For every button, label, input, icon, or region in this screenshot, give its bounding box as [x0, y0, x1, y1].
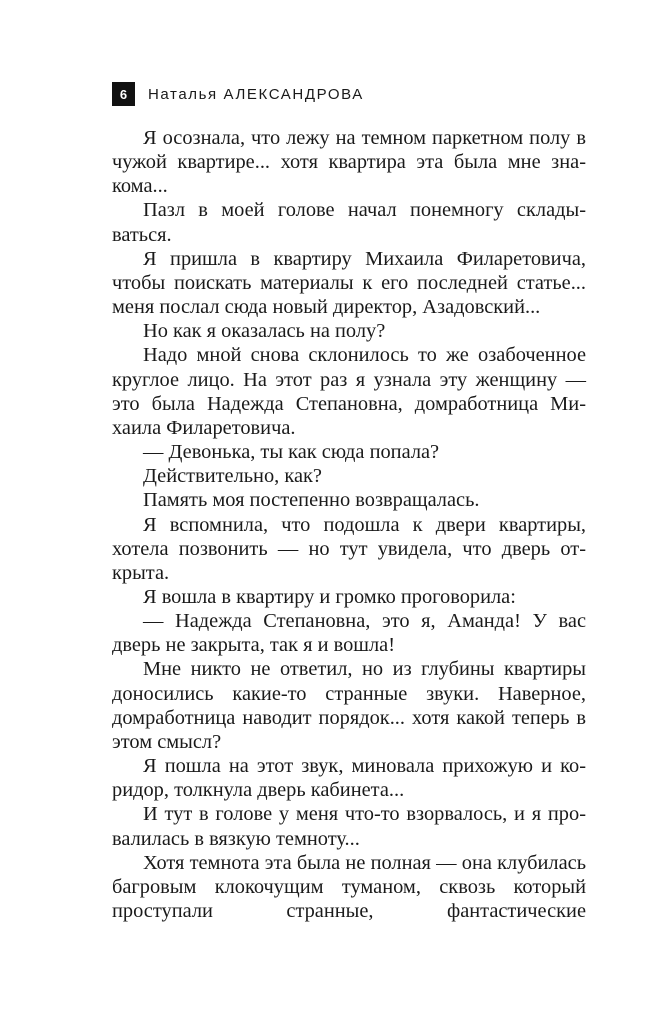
paragraph: — Надежда Степановна, это я, Аманда! У вас дверь не закрыта, так я и вошла!: [112, 610, 586, 657]
author-name: Наталья АЛЕКСАНДРОВА: [148, 85, 364, 103]
body-text: [112, 126, 586, 923]
paragraph: Память моя постепенно возвращалась.: [143, 489, 480, 512]
paragraph: Надо мной снова склонилось то же озабоченное круглое лицо. На этот раз я узнала эту женщину — это была Надежда Степановна, домработница Михаила Филаретовича.: [112, 344, 586, 439]
paragraph: Пазл в моей голове начал понемногу складываться.: [112, 199, 586, 246]
paragraph: Я вспомнила, что подошла к двери квартиры, хотела позвонить — но тут увидела, что дверь открыта.: [112, 513, 586, 584]
paragraph: Я вошла в квартиру и громко проговорила:: [143, 585, 516, 608]
paragraph: Я пошла на этот звук, миновала прихожую и коридор, толкнула дверь кабинета...: [112, 755, 586, 802]
paragraph: — Девонька, ты как сюда попала?: [143, 441, 440, 464]
paragraph: И тут в голове у меня что-то взорвалось, и я провалилась в вязкую темноту...: [112, 803, 586, 850]
paragraph: Я осознала, что лежу на темном паркетном полу в чужой квартире... хотя квартира эта была мне знакома...: [112, 127, 586, 198]
paragraph: Я пришла в квартиру Михаила Филаретовича, чтобы поискать материалы к его последней статье... меня послал сюда новый директор, Азадовский...: [112, 247, 586, 319]
paragraph: Но как я оказалась на полу?: [143, 320, 386, 343]
page-number: 6: [112, 82, 135, 106]
paragraph: Хотя темнота эта была не полная — она клубилась багровым клокочущим туманом, сквозь который проступали странные, фантастические: [112, 851, 586, 922]
paragraph: Мне никто не ответил, но из глубины квартиры доносились какие-то странные звуки. Наверное, домработница наводит порядок... хотя какой теперь в этом смысл?: [112, 658, 586, 753]
paragraph: Действительно, как?: [143, 465, 322, 488]
running-header: [112, 82, 364, 106]
